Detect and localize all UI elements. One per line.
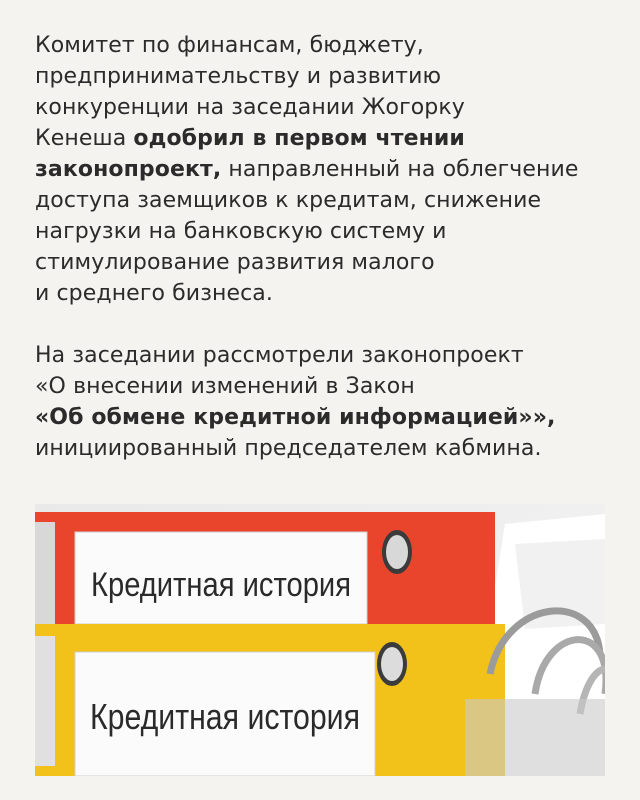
text-run: На заседании рассмотрели законопроект «О внесении изменений в Закон: [35, 343, 524, 399]
paragraph-intro: [35, 30, 625, 309]
article-text: [35, 30, 625, 464]
text-run: инициированный председателем кабмина.: [35, 436, 542, 461]
text-run: направленный на облегчение доступа заемщиков к кредитам, снижение нагрузки на банковскую систему и стимулирование развития малого и среднего бизнеса.: [35, 157, 579, 306]
yellow-folder-ring-hole-inner: [381, 647, 403, 681]
red-folder-label: Кредитная история: [91, 566, 351, 604]
yellow-folder-pages: [35, 636, 55, 766]
yellow-folder-label: Кредитная история: [90, 696, 360, 737]
binder-base: [465, 699, 605, 776]
paragraph-bill: [35, 340, 625, 464]
text-run-bold: «Об обмене кредитной информацией»»,: [35, 405, 556, 430]
text-run-bold: одобрил в первом чтении законопроект,: [35, 126, 465, 182]
credit-history-folders-photo: [35, 504, 605, 776]
red-folder-ring-hole-inner: [386, 535, 408, 569]
folders-illustration: [35, 504, 605, 776]
red-folder-pages: [35, 522, 55, 640]
text-run: Комитет по финансам, бюджету, предпринимательству и развитию конкуренции на заседании Жогорку Кенеша: [35, 33, 465, 151]
